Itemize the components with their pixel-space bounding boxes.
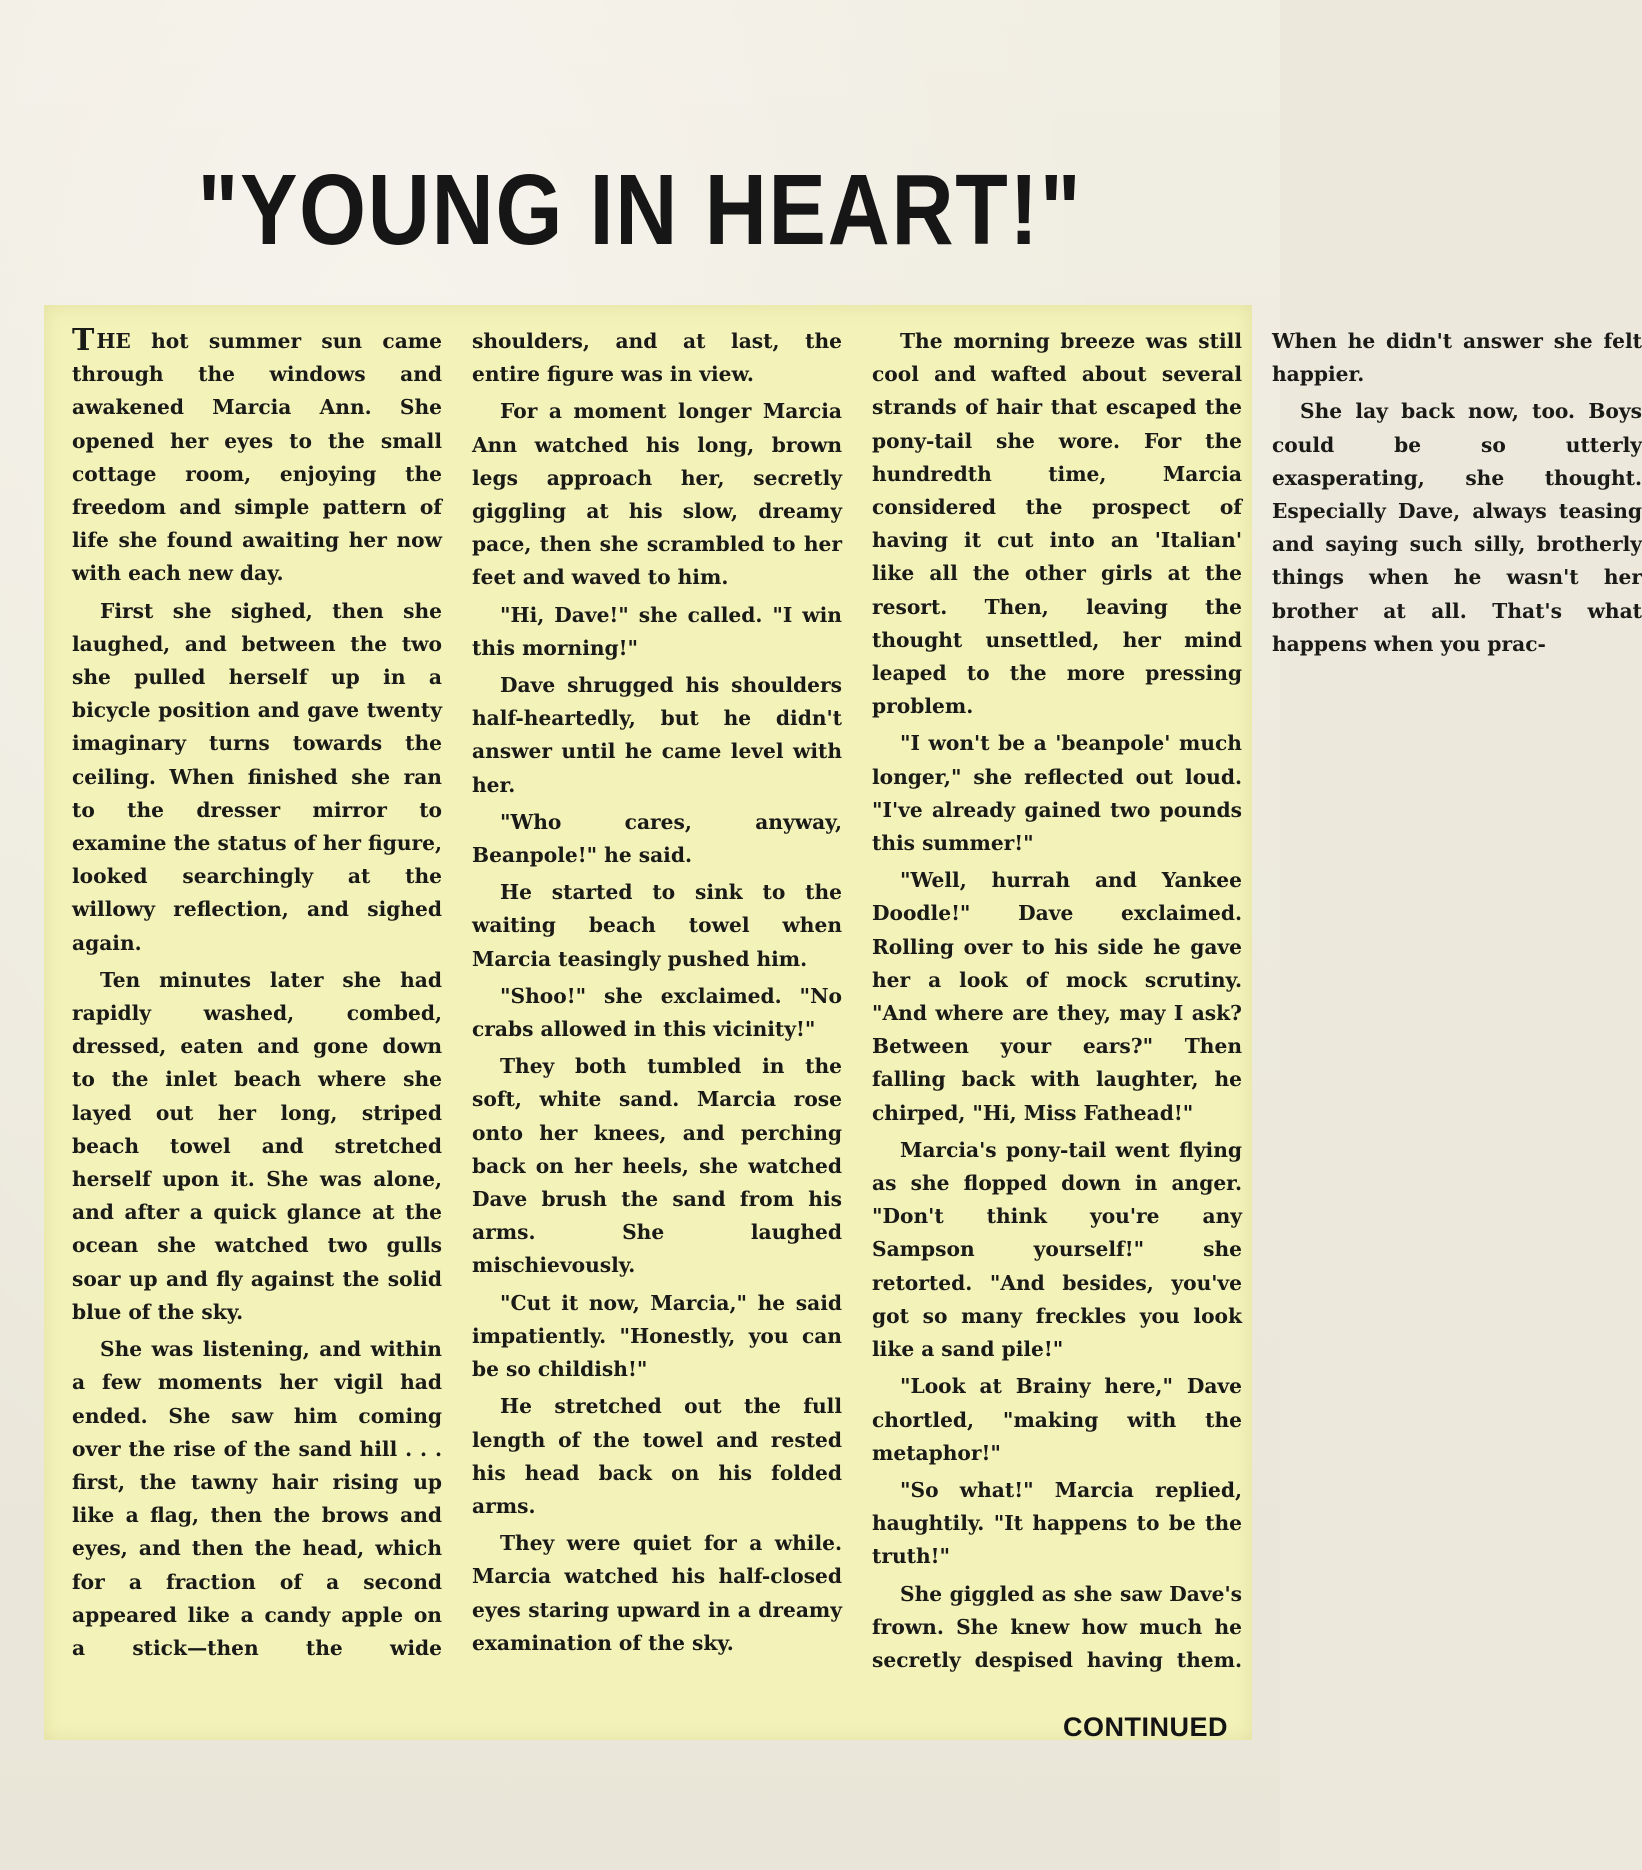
story-paragraph: "Who cares, anyway, Beanpole!" he said. bbox=[472, 809, 842, 868]
story-paragraph: "Cut it now, Marcia," he said impatiently. "Honestly, you can be so childish!" bbox=[472, 1290, 842, 1382]
story-paragraph: The morning breeze was still cool and wafted about several strands of hair that escaped the pony-tail she wore. For the hundredth time, Marcia considered the prospect of having it cut into an 'Italian' like all the other girls at the resort. Then, leaving the thought unsettled, her mind leaped to the more pressing problem. bbox=[872, 329, 1242, 719]
continued-label: CONTINUED bbox=[1063, 1712, 1228, 1742]
story-title: "YOUNG IN HEART!" bbox=[197, 154, 1083, 266]
story-paragraph: They both tumbled in the soft, white sand. Marcia rose onto her knees, and perching back on her heels, she watched Dave brush the sand from his arms. She laughed mischievously. bbox=[472, 1054, 842, 1278]
story-paragraph: "Shoo!" she exclaimed. "No crabs allowed in this vicinity!" bbox=[472, 983, 842, 1042]
story-paragraph: "Look at Brainy here," Dave chortled, "making with the metaphor!" bbox=[872, 1374, 1242, 1465]
story-paragraph: She giggled as she saw Dave's frown. She knew how much he secretly despised having them. When he didn't answer she felt happier. bbox=[872, 329, 1642, 1672]
drop-cap: T bbox=[72, 323, 95, 358]
story-paragraph: He stretched out the full length of the towel and rested his head back on his folded arms. bbox=[472, 1394, 842, 1518]
story-paragraph: She lay back now, too. Boys could be so utterly exasperating, she thought. Especially Dave, always teasing and saying such silly, brotherly things when he wasn't her brother at all. That's what happens when you prac- bbox=[1272, 399, 1642, 656]
story-paragraph: "So what!" Marcia replied, haughtily. "It happens to be the truth!" bbox=[872, 1477, 1242, 1569]
story-paragraph: "Hi, Dave!" she called. "I win this morning!" bbox=[472, 602, 842, 660]
story-paragraph: Dave shrugged his shoulders half-heartedly, but he didn't answer until he came level with her. bbox=[472, 673, 842, 797]
story-body bbox=[72, 323, 1642, 1715]
story-paragraph-first bbox=[72, 325, 442, 591]
story-paragraph: Marcia's pony-tail went flying as she flopped down in anger. "Don't think you're any Sampson yourself!" she retorted. "And besides, you've got so many freckles you look like a sand pile!" bbox=[872, 1137, 1242, 1362]
story-paragraph: "I won't be a 'beanpole' much longer," she reflected out loud. "I've already gained two pounds this summer!" bbox=[872, 731, 1242, 856]
story-paragraph: First she sighed, then she laughed, and between the two she pulled herself up in a bicycle position and gave twenty imaginary turns towards the ceiling. When finished she ran to the dresser mirror to examine the status of her figure, looked searchingly at the willowy reflection, and sighed again. bbox=[72, 598, 442, 955]
story-paragraph: Ten minutes later she had rapidly washed, combed, dressed, eaten and gone down to the inlet beach where she layed out her long, striped beach towel and stretched herself upon it. She was alone, and after a quick glance at the ocean she watched two gulls soar up and fly against the solid blue of the sky. bbox=[72, 967, 442, 1324]
story-paragraph: They were quiet for a while. Marcia watched his half-closed eyes staring upward in a dreamy examination of the sky. bbox=[472, 1531, 842, 1655]
story-paragraph: For a moment longer Marcia Ann watched his long, brown legs approach her, secretly giggling at his slow, dreamy pace, then she scrambled to her feet and waved to him. bbox=[472, 399, 842, 590]
first-paragraph-text: HE hot summer sun came through the windows and awakened Marcia Ann. She opened her eyes to the small cottage room, enjoying the freedom and simple pattern of life she found awaiting her now with each new day. bbox=[72, 329, 442, 586]
story-paragraph: He started to sink to the waiting beach towel when Marcia teasingly pushed him. bbox=[472, 880, 842, 971]
story-paragraph: "Well, hurrah and Yankee Doodle!" Dave exclaimed. Rolling over to his side he gave her a look of mock scrutiny. "And where are they, may I ask? Between your ears?" Then falling back with laughter, he chirped, "Hi, Miss Fathead!" bbox=[872, 868, 1242, 1125]
story-paragraph: She was listening, and within a few moments her vigil had ended. She saw him coming over the rise of the sand hill . . . first, the tawny hair rising up like a flag, then the brows and eyes, and then the head, which for a fraction of a second appeared like a candy apple on a stick—then the wide shoulders, and at last, the entire figure was in view. bbox=[72, 329, 842, 1660]
